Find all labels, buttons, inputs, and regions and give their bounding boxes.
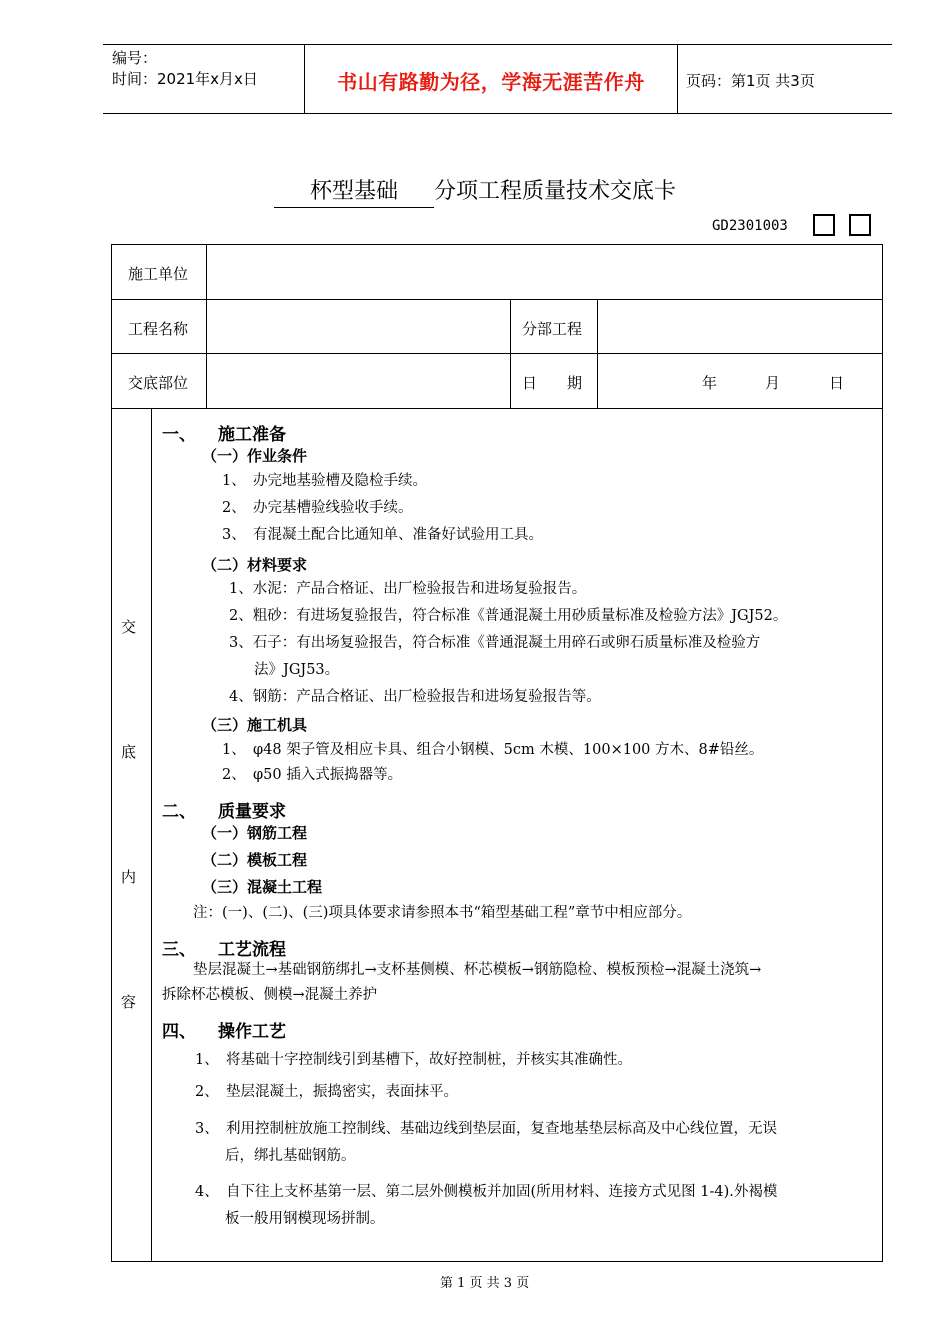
list-item-continuation: 后，绑扎基础钢筋。 bbox=[225, 1148, 356, 1164]
list-item: 3、石子：有出场复验报告，符合标准《普通混凝土用碎石或卵石质量标准及检验方 bbox=[229, 635, 761, 651]
row-divider-2 bbox=[111, 353, 883, 354]
section-1-1-heading: （一）作业条件 bbox=[202, 447, 308, 465]
checkbox-2[interactable] bbox=[849, 214, 871, 236]
title-blank: 杯型基础 bbox=[274, 174, 434, 208]
mid-col-divider-2 bbox=[597, 299, 598, 408]
sub-project-label: 分部工程 bbox=[522, 320, 583, 338]
section-2-item-2: （二）模板工程 bbox=[202, 851, 308, 869]
checkbox-1[interactable] bbox=[813, 214, 835, 236]
header-top-rule bbox=[103, 44, 892, 45]
process-line-2: 拆除杯芯模板、侧模→混凝土养护 bbox=[162, 987, 378, 1003]
header-divider-right bbox=[677, 44, 678, 113]
date-label: 日 期 bbox=[522, 374, 583, 392]
header-meta bbox=[112, 48, 258, 90]
row-divider-1 bbox=[111, 299, 883, 300]
header-bottom-rule bbox=[103, 113, 892, 114]
date-year: 年 bbox=[702, 374, 718, 392]
page-code: 页码：第1页 共3页 bbox=[686, 72, 815, 90]
section-1-heading: 一、 施工准备 bbox=[162, 425, 286, 445]
list-item: 4、钢筋：产品合格证、出厂检验报告和进场复验报告等。 bbox=[229, 689, 601, 705]
list-item: 2、 φ50 插入式振捣器等。 bbox=[222, 767, 403, 783]
list-item: 4、 自下往上支杯基第一层、第二层外侧模板并加固(所用材料、连接方式见图 1-4).外褐模 bbox=[195, 1184, 778, 1200]
list-item: 3、 利用控制桩放施工控制线、基础边线到垫层面，复查地基垫层标高及中心线位置，无误 bbox=[195, 1121, 777, 1137]
list-item: 2、粗砂：有进场复验报告，符合标准《普通混凝土用砂质量标准及检验方法》JGJ52。 bbox=[229, 608, 788, 624]
side-label-3: 内 bbox=[121, 868, 137, 886]
document-code: GD2301003 bbox=[712, 218, 788, 234]
label-col-divider bbox=[206, 244, 207, 408]
list-item-continuation: 法》JGJ53。 bbox=[254, 662, 340, 678]
section-4-heading: 四、 操作工艺 bbox=[162, 1022, 286, 1042]
motto: 书山有路勤为径，学海无涯苦作舟 bbox=[337, 70, 645, 94]
mid-col-divider-1 bbox=[510, 299, 511, 408]
list-item-continuation: 板一般用钢模现场拼制。 bbox=[225, 1211, 385, 1227]
construction-unit-label: 施工单位 bbox=[128, 265, 189, 283]
date-month: 月 bbox=[765, 374, 781, 392]
section-1-3-heading: （三）施工机具 bbox=[202, 716, 308, 734]
list-item: 1、 φ48 架子管及相应卡具、组合小钢模、5cm 木模、100×100 方木、8#铅丝。 bbox=[222, 742, 764, 758]
process-line-1: 垫层混凝土→基础钢筋绑扎→支杯基侧模、杯芯模板→钢筋隐检、模板预检→混凝土浇筑→ bbox=[193, 962, 762, 978]
list-item: 2、 垫层混凝土，振捣密实，表面抹平。 bbox=[195, 1084, 458, 1100]
row-divider-3 bbox=[111, 408, 883, 409]
title-main: 分项工程质量技术交底卡 bbox=[434, 179, 677, 204]
list-item: 3、 有混凝土配合比通知单、准备好试验用工具。 bbox=[222, 527, 543, 543]
list-item: 1、 将基础十字控制线引到基槽下，故好控制桩，并核实其准确性。 bbox=[195, 1052, 632, 1068]
date-day: 日 bbox=[829, 374, 845, 392]
list-item: 1、水泥：产品合格证、出厂检验报告和进场复验报告。 bbox=[229, 581, 587, 597]
section-2-note: 注：(一)、(二)、(三)项具体要求请参照本书“箱型基础工程”章节中相应部分。 bbox=[193, 905, 692, 921]
handover-part-label: 交底部位 bbox=[128, 374, 189, 392]
section-2-heading: 二、 质量要求 bbox=[162, 802, 286, 822]
page-footer: 第 1 页 共 3 页 bbox=[440, 1276, 530, 1291]
list-item: 2、 办完基槽验线验收手续。 bbox=[222, 500, 413, 516]
section-1-2-heading: （二）材料要求 bbox=[202, 556, 308, 574]
project-name-label: 工程名称 bbox=[128, 320, 189, 338]
serial-label: 编号： bbox=[112, 49, 158, 67]
section-3-heading: 三、 工艺流程 bbox=[162, 940, 286, 960]
side-label-4: 容 bbox=[121, 993, 137, 1011]
side-label-2: 底 bbox=[121, 743, 137, 761]
section-2-item-3: （三）混凝土工程 bbox=[202, 878, 323, 896]
list-item: 1、 办完地基验槽及隐检手续。 bbox=[222, 473, 427, 489]
page-title bbox=[0, 174, 950, 208]
time-label: 时间：2021年x月x日 bbox=[112, 70, 258, 88]
section-2-item-1: （一）钢筋工程 bbox=[202, 824, 308, 842]
side-col-divider bbox=[151, 408, 152, 1262]
side-label-1: 交 bbox=[121, 618, 137, 636]
